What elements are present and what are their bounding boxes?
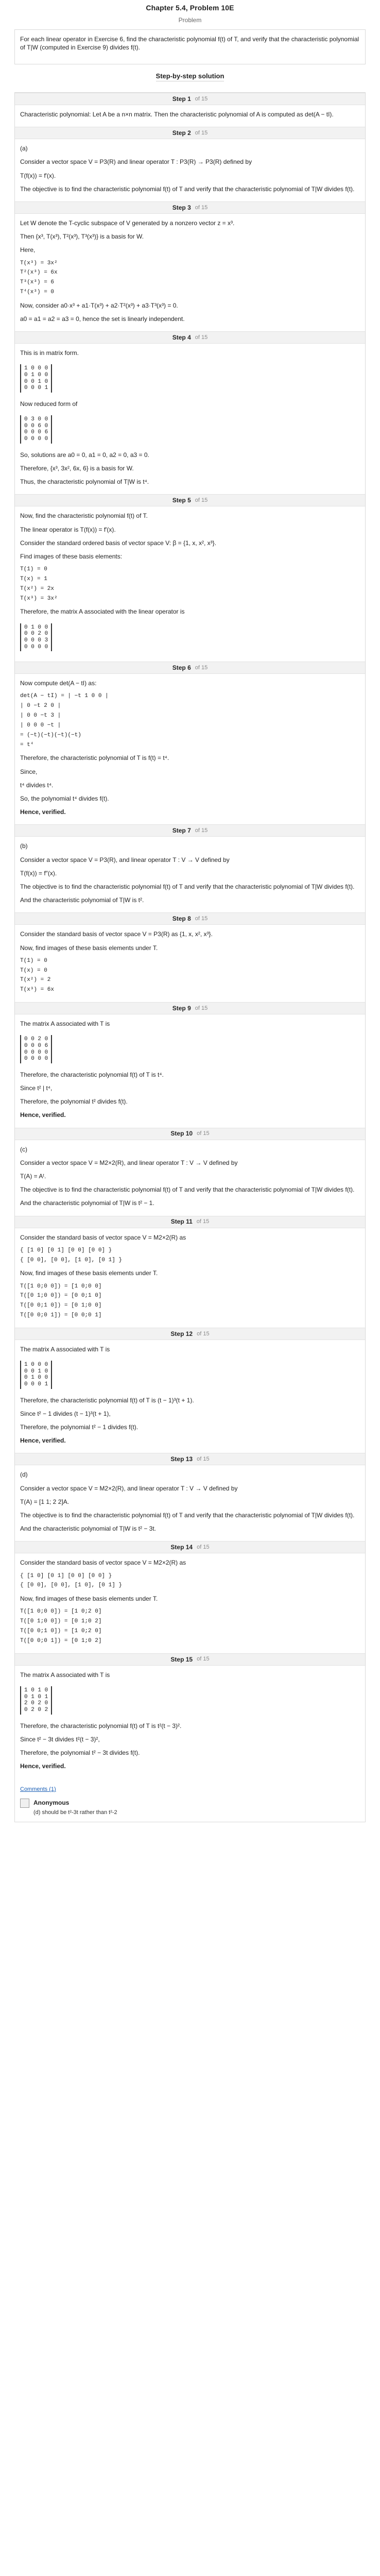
step-section: [15, 1216, 365, 1328]
step-body: [15, 1465, 365, 1541]
step-body: [15, 1140, 365, 1216]
step-bar: [15, 1328, 365, 1340]
matrix-row: 0 0 0 0: [24, 436, 48, 443]
step-paragraph: So, the polynomial t⁴ divides f(t).: [20, 795, 109, 802]
step-body: [15, 214, 365, 331]
step-paragraph: T(f(x)) = f″(x).: [20, 869, 57, 877]
step-paragraph: (c): [20, 1145, 27, 1153]
step-body: [15, 1014, 365, 1128]
step-paragraph: Consider a vector space V = P3(R), and linear operator T : V → V defined by: [20, 856, 230, 863]
matrix-row: 0 0 0 6: [24, 1042, 48, 1049]
matrix-wrap: [20, 1359, 360, 1391]
step-bar: [15, 201, 365, 214]
step-paragraph: Since t² | t⁴,: [20, 1084, 53, 1092]
step-body: [15, 139, 365, 201]
math-line: T(x³) = 3x²: [20, 595, 58, 602]
step-paragraph: Now, consider a0·x³ + a1·T(x³) + a2·T²(x³) + a3·T³(x³) = 0.: [20, 301, 178, 309]
comments-link[interactable]: Comments (1): [20, 1786, 56, 1793]
step-bar: [15, 824, 365, 837]
step-paragraph: Thus, the characteristic polynomial of T|W is t⁴.: [20, 478, 149, 486]
step-bar: [15, 662, 365, 674]
math-line: T([0 0;0 1]) = [0 0;0 1]: [20, 1312, 102, 1319]
step-section: [15, 824, 365, 912]
step-body: [15, 1553, 365, 1653]
step-paragraph: Therefore, the characteristic polynomial f(t) of T is t⁴.: [20, 1071, 164, 1078]
step-title: Step 10: [170, 1130, 193, 1138]
step-title: Step 11: [170, 1218, 193, 1226]
step-paragraph: The objective is to find the characteristic polynomial f(t) of T and verify that the characteristic polynomial of T|W divides f(t).: [20, 1186, 355, 1194]
step-section: [15, 1653, 365, 1779]
matrix: [20, 1361, 52, 1389]
step-title: Step 2: [172, 129, 191, 137]
step-paragraph: This is in matrix form.: [20, 349, 79, 357]
matrix: [20, 364, 52, 393]
matrix: [20, 623, 52, 652]
step-body: [15, 344, 365, 494]
matrix-row: 0 0 0 1: [24, 1381, 48, 1388]
math-line: { [0 0], [0 0], [1 0], [0 1] }: [20, 1257, 123, 1263]
math-line: | 0 0 −t 3 |: [20, 713, 61, 719]
step-paragraph: Therefore, the characteristic polynomial f(t) of T is t²(t − 3)².: [20, 1722, 182, 1730]
step-paragraph: Now, find the characteristic polynomial f(t) of T.: [20, 512, 148, 520]
comment-author: Anonymous: [33, 1799, 70, 1807]
matrix-row: 0 0 2 0: [24, 631, 48, 637]
step-count: of 15: [195, 664, 208, 671]
step-bar: [15, 127, 365, 139]
step-count: of 15: [197, 1544, 210, 1550]
step-body: [15, 105, 365, 127]
step-section: [15, 331, 365, 494]
step-paragraph: And the characteristic polynomial of T|W is t².: [20, 896, 144, 904]
math-line: T(x²) = 2x: [20, 585, 55, 592]
step-paragraph: The matrix A associated with T is: [20, 1345, 110, 1353]
step-title: Step 13: [170, 1455, 193, 1463]
step-paragraph: Therefore, the polynomial t² divides f(t).: [20, 1098, 128, 1106]
matrix-row: 0 2 0 2: [24, 1706, 48, 1713]
solution-heading: [0, 64, 380, 87]
math-line: { [1 0] [0 1] [0 0] [0 0] }: [20, 1247, 112, 1253]
step-section: [15, 1128, 365, 1216]
step-paragraph: Consider a vector space V = P3(R) and linear operator T : P3(R) → P3(R) defined by: [20, 158, 252, 166]
step-paragraph: Therefore, the polynomial t² − 1 divides f(t).: [20, 1423, 139, 1431]
math-line: T(x) = 1: [20, 575, 47, 582]
step-paragraph: Consider a vector space V = M2×2(R), and linear operator T : V → V defined by: [20, 1484, 238, 1492]
step-title: Step 15: [170, 1655, 193, 1663]
matrix-wrap: [20, 413, 360, 446]
matrix-row: 1 0 0 0: [24, 365, 48, 372]
comment-row: [20, 1799, 360, 1817]
matrix-wrap: [20, 621, 360, 654]
math-line: det(A − tI) = | −t 1 0 0 |: [20, 693, 109, 700]
math-line: = (−t)(−t)(−t)(−t): [20, 732, 81, 738]
step-count: of 15: [197, 1330, 210, 1337]
step-title: Step 5: [172, 497, 191, 504]
verified-text: Hence, verified.: [20, 1437, 66, 1445]
step-count: of 15: [195, 1005, 208, 1011]
matrix-row: 0 1 0 0: [24, 372, 48, 379]
solution-heading-text: Step-by-step solution: [156, 72, 224, 81]
math-block: [20, 692, 360, 749]
verified-text: Hence, verified.: [20, 1762, 66, 1770]
step-bar: [15, 1653, 365, 1666]
math-line: = t⁴: [20, 741, 34, 748]
step-paragraph: Therefore, the polynomial t² − 3t divides f(t).: [20, 1749, 140, 1756]
math-line: T(x²) = 2: [20, 977, 51, 984]
verified-text: Hence, verified.: [20, 808, 66, 816]
step-paragraph: Then {x³, T(x³), T²(x³), T³(x³)} is a basis for W.: [20, 233, 144, 241]
step-body: [15, 925, 365, 1002]
step-count: of 15: [195, 204, 208, 211]
step-paragraph: Find images of these basis elements:: [20, 552, 123, 560]
step-body: [15, 506, 365, 662]
step-body: [15, 1228, 365, 1328]
step-paragraph: The objective is to find the characteristic polynomial f(t) of T and verify that the characteristic polynomial of T|W divides f(t).: [20, 1512, 355, 1519]
math-line: T([0 1;0 0]) = [0 1;0 2]: [20, 1618, 102, 1625]
math-line: T([0 0;1 0]) = [0 1;0 0]: [20, 1302, 102, 1309]
problem-box: [14, 29, 366, 64]
step-paragraph: T(A) = [1 1; 2 2]A.: [20, 1498, 70, 1505]
step-title: Step 1: [172, 95, 191, 103]
math-line: T²(x³) = 6x: [20, 269, 58, 276]
step-paragraph: a0 = a1 = a2 = a3 = 0, hence the set is linearly independent.: [20, 315, 185, 323]
step-section: [15, 1453, 365, 1541]
matrix-row: 0 0 0 0: [24, 1049, 48, 1056]
comments-area: [15, 1778, 365, 1822]
math-line: T([1 0;0 0]) = [1 0;2 0]: [20, 1608, 102, 1615]
step-title: Step 6: [172, 664, 191, 672]
chapter-title: Chapter 5.4, Problem 10E: [146, 4, 234, 12]
math-block: [20, 1247, 360, 1264]
step-bar: [15, 494, 365, 506]
step-paragraph: (b): [20, 842, 28, 850]
step-paragraph: Consider a vector space V = M2×2(R), and linear operator T : V → V defined by: [20, 1159, 238, 1166]
math-line: T([0 0;1 0]) = [1 0;2 0]: [20, 1628, 102, 1635]
step-paragraph: The matrix A associated with T is: [20, 1671, 110, 1679]
step-paragraph: Therefore, the characteristic polynomial f(t) of T is (t − 1)³(t + 1).: [20, 1396, 194, 1404]
avatar-icon: [20, 1799, 29, 1808]
steps-container: [15, 93, 365, 1778]
step-section: [15, 201, 365, 331]
step-paragraph: The linear operator is T(f(x)) = f′(x).: [20, 526, 116, 533]
step-title: Step 14: [170, 1544, 193, 1551]
matrix-wrap: [20, 1033, 360, 1065]
step-paragraph: Now compute det(A − tI) as:: [20, 680, 97, 687]
math-line: { [1 0] [0 1] [0 0] [0 0] }: [20, 1572, 112, 1579]
step-paragraph: T(f(x)) = f′(x).: [20, 172, 56, 179]
step-bar: [15, 1128, 365, 1140]
matrix-row: 0 1 0 1: [24, 1693, 48, 1700]
step-body: [15, 1340, 365, 1453]
step-bar: [15, 1216, 365, 1228]
step-count: of 15: [195, 95, 208, 102]
step-paragraph: Consider the standard basis of vector space V = P3(R) as {1, x, x², x³}.: [20, 930, 213, 938]
step-paragraph: The matrix A associated with T is: [20, 1020, 110, 1028]
step-count: of 15: [195, 129, 208, 136]
step-section: [15, 662, 365, 824]
math-line: | 0 0 0 −t |: [20, 722, 61, 728]
matrix-row: 0 0 0 3: [24, 637, 48, 643]
step-title: Step 9: [172, 1004, 191, 1012]
step-count: of 15: [197, 1130, 210, 1137]
step-paragraph: (d): [20, 1471, 28, 1479]
step-section: [15, 912, 365, 1002]
step-paragraph: Now, find images of these basis elements under T.: [20, 1595, 158, 1603]
problem-subtitle: Problem: [178, 16, 202, 24]
step-title: Step 7: [172, 827, 191, 835]
matrix-row: 0 0 1 0: [24, 1368, 48, 1375]
step-paragraph: Therefore, the characteristic polynomial of T is f(t) = t⁴.: [20, 754, 169, 762]
step-paragraph: Consider the standard ordered basis of vector space V: β = {1, x, x², x³}.: [20, 539, 216, 547]
step-count: of 15: [196, 1218, 210, 1225]
math-block: [20, 1283, 360, 1319]
step-section: [15, 127, 365, 201]
step-paragraph: The objective is to find the characteristic polynomial f(t) of T and verify that the characteristic polynomial of T|W divides f(t).: [20, 883, 355, 890]
step-paragraph: (a): [20, 145, 28, 152]
step-title: Step 8: [172, 915, 191, 923]
step-paragraph: Now reduced form of: [20, 400, 78, 408]
problem-text: For each linear operator in Exercise 6, find the characteristic polynomial f(t) of T, and verify that the characteristic polynomial of T|W (computed in Exercise 9) divides f(t).: [20, 36, 359, 52]
step-body: [15, 1666, 365, 1779]
matrix-row: 0 0 0 6: [24, 429, 48, 436]
step-count: of 15: [195, 827, 208, 834]
step-count: of 15: [197, 1656, 210, 1663]
matrix-row: 0 0 0 0: [24, 1056, 48, 1062]
comment-text: (d) should be t²-3t rather than t²-2: [33, 1809, 117, 1816]
matrix-row: 0 3 0 0: [24, 416, 48, 423]
step-count: of 15: [197, 1456, 210, 1463]
step-section: [15, 494, 365, 662]
matrix-row: 0 1 0 0: [24, 1375, 48, 1381]
matrix-row: 0 0 1 0: [24, 378, 48, 385]
math-block: [20, 566, 360, 602]
step-paragraph: Now, find images of these basis elements under T.: [20, 1269, 158, 1277]
math-line: T(x³) = 6x: [20, 987, 55, 993]
step-section: [15, 1002, 365, 1128]
matrix-row: 2 0 2 0: [24, 1700, 48, 1707]
math-line: T(x) = 0: [20, 967, 47, 974]
math-block: [20, 260, 360, 296]
math-block: [20, 1572, 360, 1590]
step-paragraph: So, solutions are a0 = 0, a1 = 0, a2 = 0, a3 = 0.: [20, 451, 149, 459]
matrix-row: 0 0 0 0: [24, 643, 48, 650]
step-title: Step 4: [172, 334, 191, 342]
step-bar: [15, 331, 365, 344]
matrix-row: 0 1 0 0: [24, 624, 48, 631]
step-paragraph: Now, find images of these basis elements under T.: [20, 944, 158, 952]
math-line: T(1) = 0: [20, 566, 47, 573]
step-bar: [15, 1541, 365, 1553]
math-line: | 0 −t 2 0 |: [20, 703, 61, 709]
step-bar: [15, 93, 365, 105]
step-title: Step 12: [170, 1330, 193, 1337]
matrix-wrap: [20, 1684, 360, 1717]
step-bar: [15, 1002, 365, 1014]
step-count: of 15: [195, 497, 208, 503]
matrix-row: 0 0 0 1: [24, 385, 48, 392]
step-section: [15, 1541, 365, 1653]
matrix-row: 1 0 1 0: [24, 1687, 48, 1693]
step-paragraph: Since t² − 3t divides t²(t − 3)²,: [20, 1735, 100, 1743]
step-paragraph: Therefore, the matrix A associated with the linear operator is: [20, 608, 185, 616]
matrix-wrap: [20, 362, 360, 395]
step-body: [15, 837, 365, 912]
math-line: T([0 0;0 1]) = [0 1;0 2]: [20, 1637, 102, 1644]
step-paragraph: The objective is to find the characteristic polynomial f(t) of T and verify that the characteristic polynomial of T|W divides f(t).: [20, 185, 355, 193]
math-line: T([0 1;0 0]) = [0 0;1 0]: [20, 1293, 102, 1299]
step-section: [15, 93, 365, 127]
step-paragraph: Characteristic polynomial: Let A be a n×n matrix. Then the characteristic polynomial of A is computed as det(A − tI).: [20, 111, 334, 118]
step-paragraph: T(A) = Aᵗ.: [20, 1172, 46, 1180]
step-paragraph: Let W denote the T-cyclic subspace of V generated by a nonzero vector z = x³.: [20, 219, 235, 227]
math-line: T(1) = 0: [20, 957, 47, 964]
math-line: T⁴(x³) = 0: [20, 289, 55, 296]
step-count: of 15: [195, 334, 208, 341]
comment-body: [33, 1799, 117, 1817]
math-line: { [0 0], [0 0], [1 0], [0 1] }: [20, 1582, 123, 1589]
math-line: T([1 0;0 0]) = [1 0;0 0]: [20, 1283, 102, 1290]
step-bar: [15, 912, 365, 925]
step-title: Step 3: [172, 204, 191, 211]
matrix: [20, 1686, 52, 1715]
step-section: [15, 1328, 365, 1453]
math-block: [20, 1608, 360, 1645]
matrix: [20, 415, 52, 444]
math-line: T(x³) = 3x²: [20, 260, 58, 266]
step-paragraph: Since,: [20, 768, 38, 775]
step-paragraph: Consider the standard basis of vector space V = M2×2(R) as: [20, 1559, 186, 1567]
step-count: of 15: [195, 915, 208, 922]
step-paragraph: And the characteristic polynomial of T|W is t² − 1.: [20, 1199, 154, 1207]
step-paragraph: Consider the standard basis of vector space V = M2×2(R) as: [20, 1233, 186, 1241]
solution-box: [14, 92, 366, 1822]
step-paragraph: Here,: [20, 246, 36, 254]
matrix-row: 1 0 0 0: [24, 1362, 48, 1368]
top-header: [0, 0, 380, 24]
step-paragraph: And the characteristic polynomial of T|W is t² − 3t.: [20, 1525, 156, 1533]
math-block: [20, 957, 360, 994]
step-paragraph: Therefore, {x³, 3x², 6x, 6} is a basis for W.: [20, 464, 134, 472]
matrix: [20, 1035, 52, 1063]
step-body: [15, 674, 365, 824]
step-paragraph: Since t² − 1 divides (t − 1)³(t + 1),: [20, 1410, 111, 1417]
step-paragraph: t⁴ divides t⁴.: [20, 781, 54, 789]
verified-text: Hence, verified.: [20, 1111, 66, 1119]
matrix-row: 0 0 2 0: [24, 1036, 48, 1043]
step-bar: [15, 1453, 365, 1465]
math-line: T³(x³) = 6: [20, 279, 55, 286]
matrix-row: 0 0 6 0: [24, 422, 48, 429]
